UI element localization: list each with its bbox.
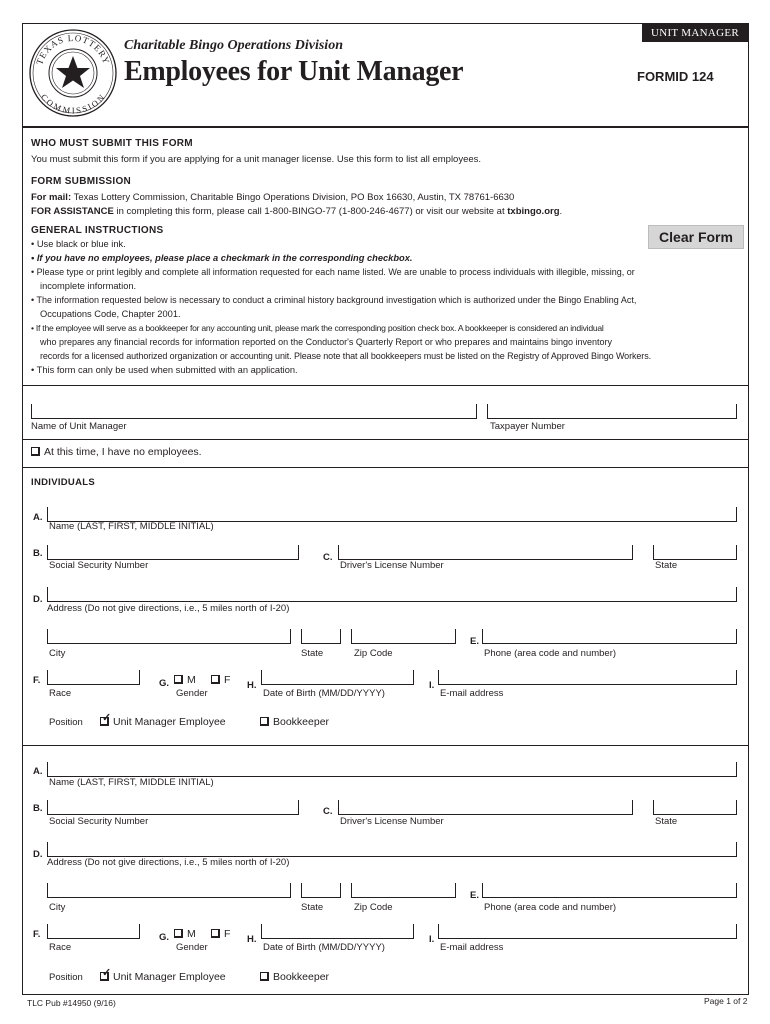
instruction-line: • Please type or print legibly and complete all information requested for each name listed. We are unable to process individuals with illegible, missing, or: [31, 267, 635, 277]
name-label: Name (LAST, FIRST, MIDDLE INITIAL): [49, 521, 214, 532]
unit-manager-name-label: Name of Unit Manager: [31, 421, 127, 432]
who-text: You must submit this form if you are applying for a unit manager license. Use this form to list all employees.: [31, 154, 482, 165]
zip-input[interactable]: [351, 629, 456, 644]
zip-label: Zip Code: [354, 902, 393, 913]
address-label: Address (Do not give directions, i.e., 5 miles north of I-20): [47, 857, 290, 868]
address-label: Address (Do not give directions, i.e., 5 miles north of I-20): [47, 603, 290, 614]
dl-state-input[interactable]: [653, 800, 737, 815]
instruction-line: • Use black or blue ink.: [31, 239, 126, 249]
texas-lottery-seal: [28, 28, 118, 118]
name-input[interactable]: [47, 507, 737, 522]
divider-instructions: [22, 385, 749, 386]
instruction-line: incomplete information.: [40, 281, 137, 291]
unit-manager-employee-checkbox[interactable]: ✓ Unit Manager Employee: [102, 967, 226, 983]
form-id: FORMID 124: [637, 69, 714, 84]
instructions-heading: GENERAL INSTRUCTIONS: [31, 225, 164, 236]
address-input[interactable]: [47, 842, 737, 857]
ssn-input[interactable]: [47, 545, 299, 560]
zip-input[interactable]: [351, 883, 456, 898]
bookkeeper-checkbox[interactable]: Bookkeeper: [260, 716, 329, 728]
checkbox-icon: [211, 675, 220, 684]
name-label: Name (LAST, FIRST, MIDDLE INITIAL): [49, 777, 214, 788]
state-input[interactable]: [301, 883, 341, 898]
phone-label: Phone (area code and number): [484, 902, 617, 913]
city-label: City: [49, 902, 66, 913]
checkbox-icon: [174, 929, 183, 938]
letter-h: H.: [247, 934, 257, 945]
letter-g: G.: [159, 678, 170, 689]
gender-label: Gender: [176, 688, 208, 699]
unit-manager-employee-checkbox[interactable]: ✓ Unit Manager Employee: [102, 712, 226, 728]
letter-d: D.: [33, 594, 43, 605]
mail-line: For mail: Texas Lottery Commission, Charitable Bingo Operations Division, PO Box 16630, Austin, TX 78761-6630: [31, 192, 515, 203]
email-input[interactable]: [438, 924, 737, 939]
ssn-label: Social Security Number: [49, 560, 149, 571]
email-label: E-mail address: [440, 688, 504, 699]
race-input[interactable]: [47, 924, 140, 939]
gender-label: Gender: [176, 942, 208, 953]
state-label: State: [301, 902, 324, 913]
letter-f: F.: [33, 929, 41, 940]
letter-a: A.: [33, 766, 43, 777]
letter-i: I.: [429, 680, 435, 691]
checkmark-icon: ✓: [102, 967, 112, 979]
dl-state-label: State: [655, 560, 678, 571]
form-title: Employees for Unit Manager: [124, 56, 464, 87]
gender-f-checkbox[interactable]: F: [211, 674, 230, 686]
drivers-license-label: Driver's License Number: [340, 560, 444, 571]
checkbox-icon: [260, 717, 269, 726]
who-heading: WHO MUST SUBMIT THIS FORM: [31, 138, 193, 149]
instruction-line: • The information requested below is necessary to conduct a criminal history background investigation which is authorized under the Bingo Enabling Act,: [31, 295, 637, 305]
taxpayer-number-label: Taxpayer Number: [490, 421, 565, 432]
dl-state-input[interactable]: [653, 545, 737, 560]
instruction-line: records for a licensed authorized organization or accounting unit. Please note that all bookkeepers must be listed on the Registry of Approved Bingo Workers.: [40, 351, 651, 361]
name-input[interactable]: [47, 762, 737, 777]
dl-state-label: State: [655, 816, 678, 827]
email-input[interactable]: [438, 670, 737, 685]
letter-c: C.: [323, 552, 333, 563]
gender-f-checkbox[interactable]: F: [211, 928, 230, 940]
phone-input[interactable]: [482, 883, 737, 898]
checkbox-icon: [174, 675, 183, 684]
individuals-heading: INDIVIDUALS: [31, 477, 95, 488]
drivers-license-input[interactable]: [338, 545, 633, 560]
instruction-line: • If you have no employees, please place a checkmark in the corresponding checkbox.: [31, 253, 413, 263]
state-input[interactable]: [301, 629, 341, 644]
instruction-line: • This form can only be used when submitted with an application.: [31, 365, 298, 375]
checkbox-icon: [211, 929, 220, 938]
drivers-license-input[interactable]: [338, 800, 633, 815]
clear-form-button[interactable]: Clear Form: [648, 225, 744, 249]
dob-input[interactable]: [261, 670, 414, 685]
division-name: Charitable Bingo Operations Division: [124, 38, 343, 53]
page-number: Page 1 of 2: [704, 996, 748, 1006]
checkmark-icon: ✓: [102, 712, 112, 724]
ssn-input[interactable]: [47, 800, 299, 815]
assistance-line: FOR ASSISTANCE in completing this form, please call 1-800-BINGO-77 (1-800-246-4677) or visit our website at txbingo.org.: [31, 206, 563, 217]
svg-text:COMMISSION: COMMISSION: [38, 91, 108, 116]
instruction-line: who prepares any financial records for information reported on the Conductor's Quarterly Report or who prepares and maintains bingo inventory: [40, 337, 613, 347]
letter-e: E.: [470, 636, 479, 647]
letter-h: H.: [247, 680, 257, 691]
publication-number: TLC Pub #14950 (9/16): [27, 998, 116, 1008]
letter-f: F.: [33, 675, 41, 686]
position-label: Position: [49, 972, 83, 983]
instruction-line: Occupations Code, Chapter 2001.: [40, 309, 181, 319]
email-label: E-mail address: [440, 942, 504, 953]
bookkeeper-checkbox[interactable]: Bookkeeper: [260, 971, 329, 983]
state-label: State: [301, 648, 324, 659]
divider-individuals: [22, 745, 749, 746]
dob-input[interactable]: [261, 924, 414, 939]
checkbox-icon: [100, 712, 112, 726]
dob-label: Date of Birth (MM/DD/YYYY): [263, 942, 385, 953]
submission-heading: FORM SUBMISSION: [31, 176, 132, 187]
gender-m-checkbox[interactable]: M: [174, 674, 196, 686]
letter-b: B.: [33, 548, 43, 559]
unit-manager-tag: UNIT MANAGER: [642, 24, 748, 42]
checkbox-icon: [100, 967, 112, 981]
letter-e: E.: [470, 890, 479, 901]
city-input[interactable]: [47, 883, 291, 898]
dob-label: Date of Birth (MM/DD/YYYY): [263, 688, 385, 699]
letter-g: G.: [159, 932, 170, 943]
phone-input[interactable]: [482, 629, 737, 644]
divider-no-employees: [22, 467, 749, 468]
no-employees-checkbox[interactable]: At this time, I have no employees.: [31, 446, 202, 458]
race-label: Race: [49, 688, 72, 699]
checkbox-icon: [31, 447, 40, 456]
race-label: Race: [49, 942, 72, 953]
gender-m-checkbox[interactable]: M: [174, 928, 196, 940]
city-input[interactable]: [47, 629, 291, 644]
letter-d: D.: [33, 849, 43, 860]
zip-label: Zip Code: [354, 648, 393, 659]
ssn-label: Social Security Number: [49, 816, 149, 827]
drivers-license-label: Driver's License Number: [340, 816, 444, 827]
unit-manager-name-input[interactable]: [31, 404, 477, 419]
letter-b: B.: [33, 803, 43, 814]
instruction-line: • If the employee will serve as a bookkeeper for any accounting unit, please mark the corresponding position check box. A bookkeeper is considered an individual: [31, 323, 604, 333]
letter-a: A.: [33, 512, 43, 523]
divider-manager: [22, 439, 749, 440]
address-input[interactable]: [47, 587, 737, 602]
letter-c: C.: [323, 806, 333, 817]
position-label: Position: [49, 717, 83, 728]
checkbox-icon: [260, 972, 269, 981]
city-label: City: [49, 648, 66, 659]
svg-text:TEXAS LOTTERY: TEXAS LOTTERY: [34, 32, 112, 66]
taxpayer-number-input[interactable]: [487, 404, 737, 419]
race-input[interactable]: [47, 670, 140, 685]
phone-label: Phone (area code and number): [484, 648, 617, 659]
letter-i: I.: [429, 934, 435, 945]
